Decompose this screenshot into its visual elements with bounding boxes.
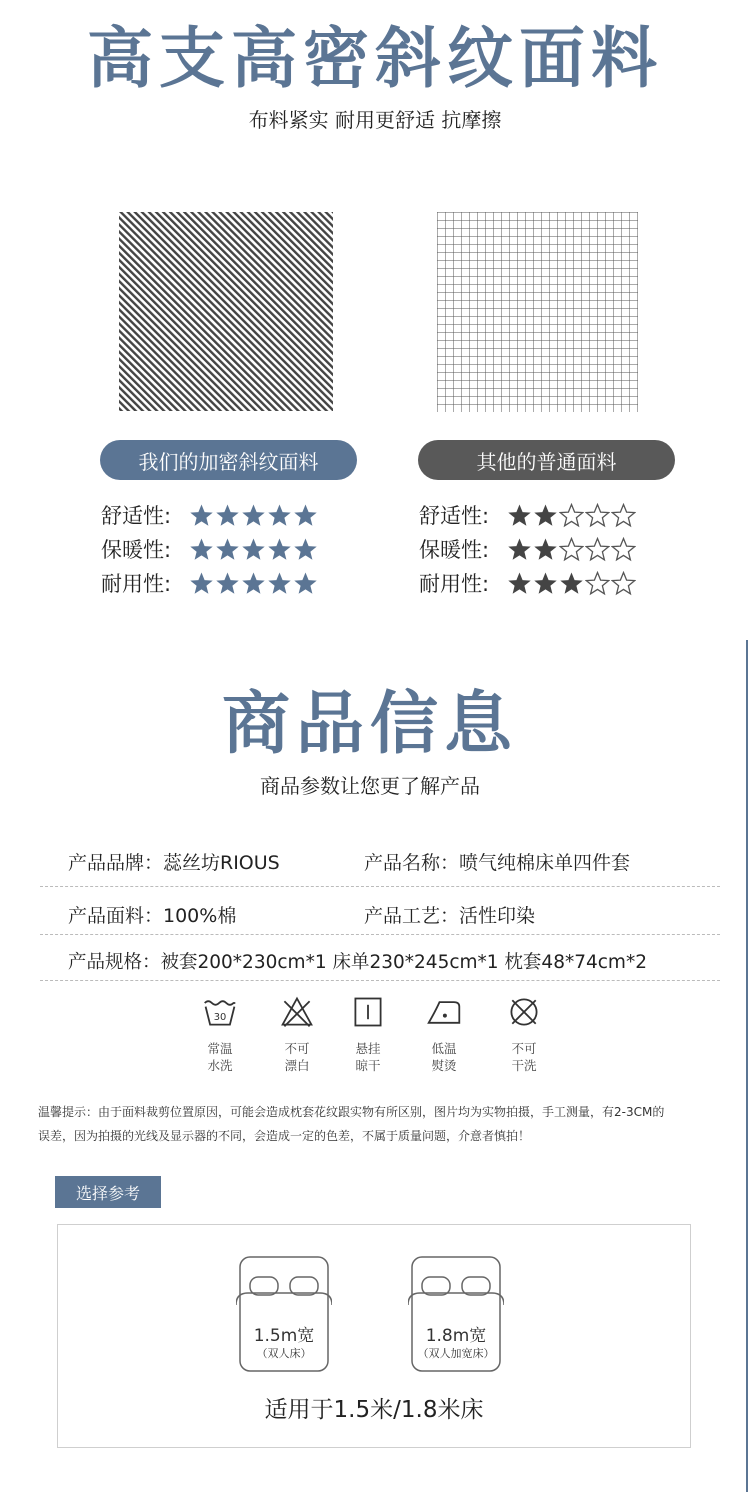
bed-size-label: 1.8m宽	[425, 1326, 487, 1346]
rating-label: 耐用性:	[419, 572, 490, 596]
filled-star-icon	[507, 503, 532, 528]
filled-star-icon	[267, 537, 292, 562]
notice-line: 误差，因为拍摄的光线及显示器的不同，会造成一定的色差，不属于质量问题，介意者慎拍！	[38, 1129, 531, 1143]
low-iron-icon	[426, 994, 462, 1030]
our-ratings	[101, 500, 318, 598]
filled-star-icon	[189, 537, 214, 562]
rating-row	[101, 500, 318, 530]
bed-option-2	[408, 1255, 504, 1373]
spec-fabric: 产品面料：100%棉	[68, 905, 237, 927]
spec-divider	[40, 980, 720, 981]
no-bleach-icon	[279, 994, 315, 1030]
empty-star-icon	[559, 537, 584, 562]
rating-stars	[507, 503, 636, 528]
empty-star-icon	[585, 571, 610, 596]
bed-size-label: 1.5m宽	[253, 1326, 315, 1346]
filled-star-icon	[293, 571, 318, 596]
care-text: 不可	[284, 1041, 310, 1056]
rating-label: 保暖性:	[101, 538, 172, 562]
other-fabric-label: 其他的普通面料	[418, 440, 675, 480]
other-ratings	[419, 500, 636, 598]
care-iron	[414, 994, 474, 1074]
empty-star-icon	[611, 503, 636, 528]
care-text: 熨烫	[431, 1058, 457, 1073]
spec-name: 产品名称：喷气纯棉床单四件套	[364, 852, 631, 874]
care-bleach	[267, 994, 327, 1074]
empty-star-icon	[585, 537, 610, 562]
filled-star-icon	[559, 571, 584, 596]
care-text: 漂白	[284, 1058, 310, 1073]
care-text: 常温	[207, 1041, 233, 1056]
rating-label: 保暖性:	[419, 538, 490, 562]
rating-row	[101, 534, 318, 564]
filled-star-icon	[215, 537, 240, 562]
care-text: 低温	[431, 1041, 457, 1056]
edge-divider	[746, 640, 748, 1492]
our-fabric-label: 我们的加密斜纹面料	[100, 440, 357, 480]
empty-star-icon	[611, 537, 636, 562]
fabric-title: 高支高密斜纹面料	[87, 19, 663, 97]
hang-dry-icon	[350, 994, 386, 1030]
empty-star-icon	[611, 571, 636, 596]
rating-stars	[507, 537, 636, 562]
filled-star-icon	[507, 571, 532, 596]
notice-text	[38, 1100, 738, 1148]
filled-star-icon	[189, 571, 214, 596]
bed-option-1	[236, 1255, 332, 1373]
selection-reference-tag: 选择参考	[55, 1176, 161, 1208]
rating-row	[419, 500, 636, 530]
no-tumble-dry-icon	[506, 994, 542, 1030]
rating-stars	[189, 571, 318, 596]
care-dry	[494, 994, 554, 1074]
filled-star-icon	[215, 571, 240, 596]
filled-star-icon	[267, 571, 292, 596]
care-text: 不可	[511, 1041, 537, 1056]
spec-size: 产品规格：被套200*230cm*1 床单230*245cm*1 枕套48*74cm*2	[68, 952, 647, 973]
twill-fabric-pattern	[119, 212, 333, 411]
spec-divider	[40, 886, 720, 887]
filled-star-icon	[293, 537, 318, 562]
filled-star-icon	[533, 503, 558, 528]
rating-row	[419, 568, 636, 598]
filled-star-icon	[241, 571, 266, 596]
empty-star-icon	[585, 503, 610, 528]
rating-row	[419, 534, 636, 564]
bed-fit-text: 适用于1.5米/1.8米床	[264, 1397, 484, 1423]
spec-divider	[40, 934, 720, 935]
filled-star-icon	[215, 503, 240, 528]
care-text: 水洗	[207, 1058, 233, 1073]
care-text: 悬挂	[355, 1041, 381, 1056]
bed-size-frame	[57, 1224, 691, 1448]
empty-star-icon	[559, 503, 584, 528]
spec-brand: 产品品牌：蕊丝坊RIOUS	[68, 852, 280, 874]
filled-star-icon	[507, 537, 532, 562]
wash-temp: 30	[213, 1012, 227, 1024]
rating-label: 舒适性:	[101, 504, 172, 528]
notice-line: 温馨提示：由于面料裁剪位置原因，可能会造成枕套花纹跟实物有所区别，图片均为实物拍摄，手工测量，有2-3CM的	[38, 1105, 665, 1119]
rating-stars	[507, 571, 636, 596]
fabric-subtitle: 布料紧实 耐用更舒适 抗摩擦	[248, 108, 502, 132]
care-text: 干洗	[511, 1058, 537, 1073]
product-info-subtitle: 商品参数让您更了解产品	[260, 774, 480, 798]
wash-30-icon	[202, 994, 238, 1030]
plain-fabric-pattern	[437, 212, 638, 412]
filled-star-icon	[241, 503, 266, 528]
care-wash	[190, 994, 250, 1074]
spec-craft: 产品工艺：活性印染	[364, 905, 536, 927]
bed-type-label: （双人加宽床）	[417, 1347, 495, 1360]
care-text: 晾干	[355, 1058, 381, 1073]
rating-stars	[189, 537, 318, 562]
filled-star-icon	[533, 571, 558, 596]
care-hang	[338, 994, 398, 1074]
rating-label: 舒适性:	[419, 504, 490, 528]
rating-stars	[189, 503, 318, 528]
filled-star-icon	[533, 537, 558, 562]
rating-label: 耐用性:	[101, 572, 172, 596]
filled-star-icon	[241, 537, 266, 562]
filled-star-icon	[189, 503, 214, 528]
rating-row	[101, 568, 318, 598]
product-info-title: 商品信息	[221, 684, 518, 764]
filled-star-icon	[267, 503, 292, 528]
bed-type-label: （双人床）	[256, 1347, 312, 1360]
filled-star-icon	[293, 503, 318, 528]
